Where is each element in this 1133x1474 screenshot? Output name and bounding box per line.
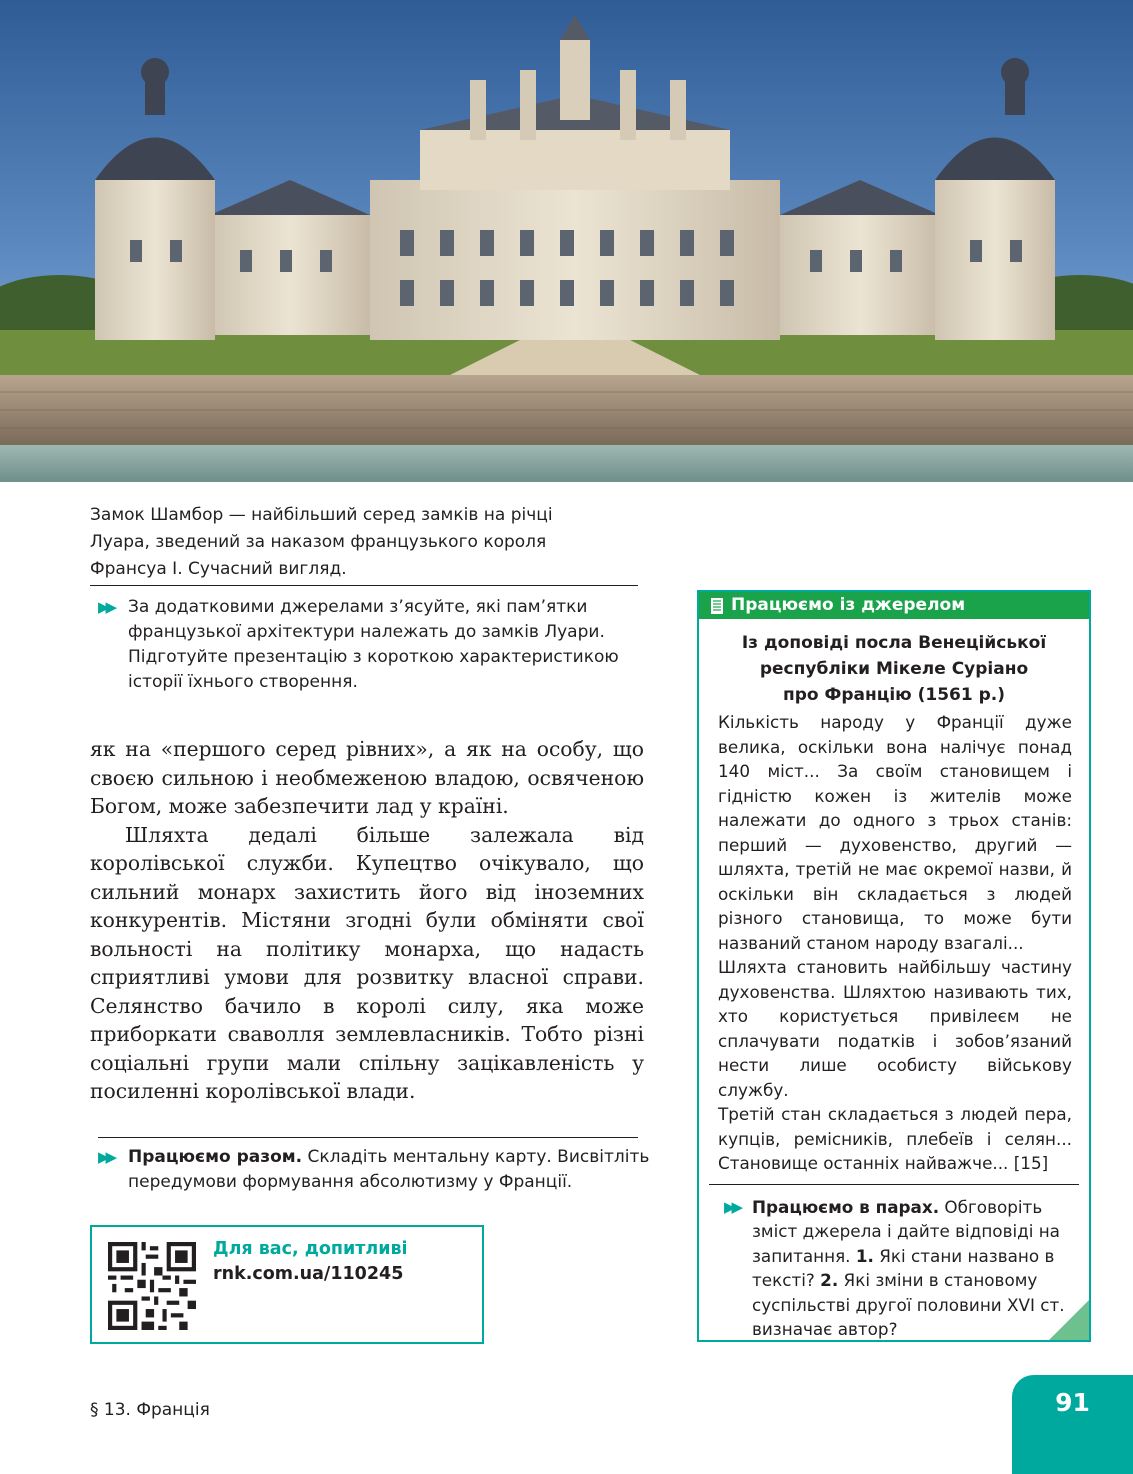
- task-research: [98, 595, 648, 695]
- question-text: Які зміни в становому суспільстві другої половини XVI ст. визначає автор?: [752, 1270, 1065, 1339]
- source-title-line: республіки Мікеле Суріано: [759, 659, 1029, 679]
- qr-link-box[interactable]: [90, 1225, 484, 1344]
- question-text: Які стани названо в тексті?: [752, 1245, 1055, 1290]
- source-paragraph: Кількість народу у Франції дуже велика, оскільки вона налічує понад 140 міст... За своїм становищем і гідністю кожен із жителів може належати до одного з трьох станів: перший — духовенство, другий — шляхта, третій не має окремої назви, й оскільки він складається з людей різного становища, то може бути названий станом народу взагалі...: [718, 712, 1072, 953]
- caption-divider: [90, 585, 638, 586]
- caption-line: Замок Шамбор — найбільший серед замків на річці: [90, 505, 553, 525]
- source-title-line: Із доповіді посла Венеційської: [741, 633, 1047, 653]
- task-pairs: [724, 1195, 1073, 1342]
- source-box: [697, 590, 1091, 1342]
- main-paragraph: як на «першого серед рівних», а як на особу, що своєю сильною і необмеженою владою, освяченою Богом, може забезпечити лад у країні.: [90, 737, 644, 818]
- source-text: [699, 708, 1089, 1176]
- task-line: історії їхнього створення.: [128, 672, 358, 692]
- task-text: передумови формування абсолютизму у Франції.: [128, 1172, 573, 1192]
- task-divider: [98, 1137, 638, 1138]
- double-arrow-icon: ▶▶: [98, 1148, 114, 1166]
- qr-link[interactable]: rnk.com.ua/110245: [213, 1264, 404, 1284]
- double-arrow-icon: ▶▶: [98, 598, 114, 616]
- main-text: [90, 735, 644, 1106]
- section-label: § 13. Франція: [90, 1400, 210, 1420]
- task-text: Обговоріть зміст джерела і дайте відповіді на запитання.: [752, 1196, 1060, 1266]
- task-together: [98, 1145, 658, 1195]
- source-header: [699, 592, 1089, 619]
- document-icon: [711, 598, 723, 614]
- task-label: Працюємо в парах.: [752, 1196, 940, 1217]
- task-line: французької архітектури належать до замків Луари.: [128, 622, 605, 642]
- source-divider: [709, 1184, 1079, 1185]
- double-arrow-icon: ▶▶: [724, 1197, 740, 1216]
- corner-decoration-icon: [1049, 1300, 1089, 1340]
- caption-line: Франсуа І. Сучасний вигляд.: [90, 559, 347, 579]
- question-number: 1.: [855, 1245, 874, 1266]
- source-title: [699, 630, 1089, 708]
- source-paragraph: Третій стан складається з людей пера, купців, ремісників, плебеїв і селян... Становище останніх найважче... [15]: [718, 1104, 1072, 1173]
- task-line: Підготуйте презентацію з короткою характеристикою: [128, 647, 619, 667]
- source-paragraph: Шляхта становить найбільшу частину духовенства. Шляхтою називають тих, хто користується привілеєм не сплачувати податків і зобов’язаний нести лише особисту військову службу.: [718, 957, 1072, 1100]
- photo-caption: [90, 502, 650, 583]
- page-number: 91: [1012, 1375, 1133, 1474]
- task-text: Складіть ментальну карту. Висвітліть: [302, 1147, 650, 1167]
- qr-title: Для вас, допитливі: [213, 1239, 408, 1259]
- chateau-chambord-photo: [0, 0, 1133, 482]
- source-header-label: Працюємо із джерелом: [731, 595, 966, 615]
- task-label: Працюємо разом.: [128, 1147, 303, 1167]
- qr-code-icon[interactable]: [108, 1242, 196, 1330]
- task-line: За додатковими джерелами з’ясуйте, які пам’ятки: [128, 597, 588, 617]
- caption-line: Луара, зведений за наказом французького короля: [90, 532, 547, 552]
- source-title-line: про Францію (1561 р.): [782, 685, 1006, 705]
- main-paragraph: Шляхта дедалі більше залежала від королівської служби. Купецтво очікувало, що сильний монарх захистить його від іноземних конкурентів. Містяни згодні були обміняти свої вольності на політику монарха, що надасть сприятливі умови для розвитку власної справи. Селянство бачило в королі силу, яка може приборкати сваволля землевласників. Тобто різні соціальні групи мали спільну зацікавленість у посиленні королівської влади.: [90, 822, 644, 1103]
- question-number: 2.: [820, 1270, 839, 1290]
